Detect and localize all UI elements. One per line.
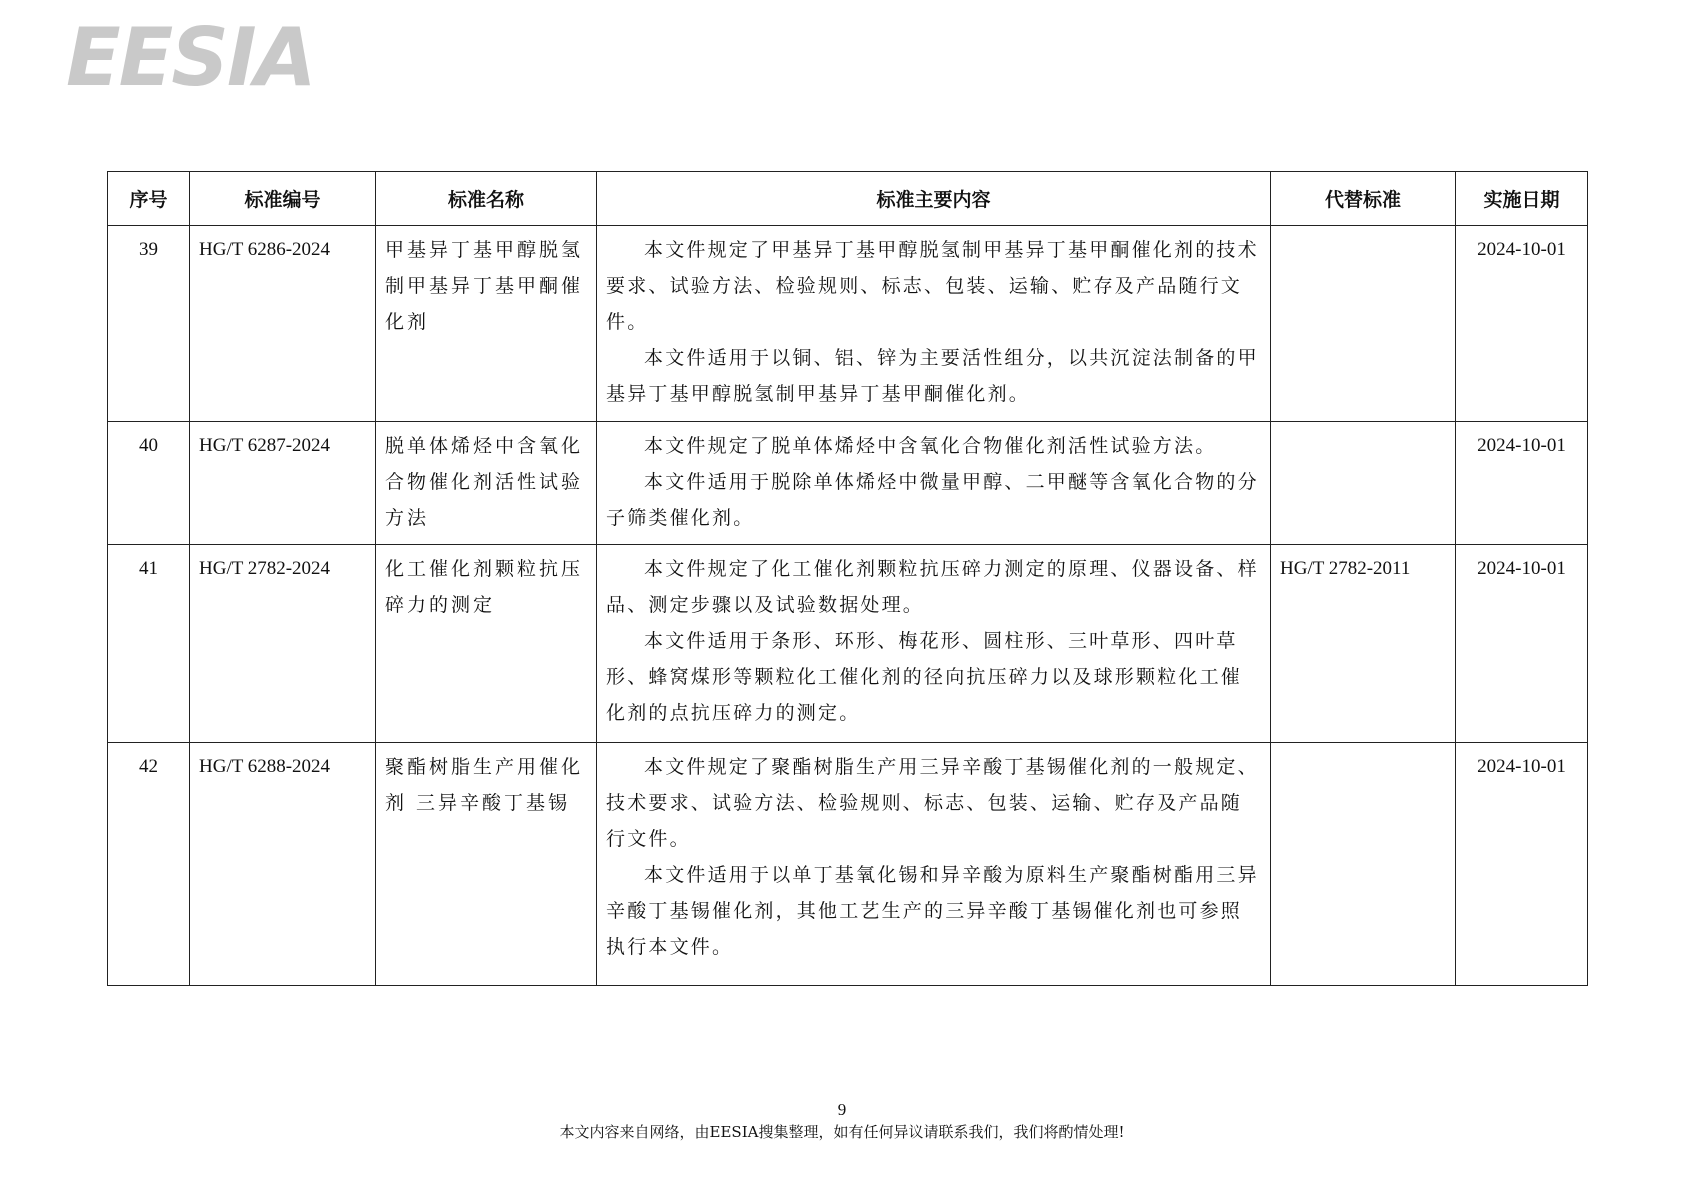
cell-main-content bbox=[597, 743, 1271, 986]
header-standard-name: 标准名称 bbox=[376, 172, 597, 226]
header-effective-date: 实施日期 bbox=[1456, 172, 1588, 226]
cell-effective-date: 2024-10-01 bbox=[1456, 226, 1588, 422]
cell-standard-name: 甲基异丁基甲醇脱氢制甲基异丁基甲酮催化剂 bbox=[376, 226, 597, 422]
cell-standard-code: HG/T 6287-2024 bbox=[190, 422, 376, 545]
header-main-content: 标准主要内容 bbox=[597, 172, 1271, 226]
page-number: 9 bbox=[837, 1100, 847, 1119]
content-paragraph: 本文件适用于以单丁基氧化锡和异辛酸为原料生产聚酯树酯用三异辛酸丁基锡催化剂，其他工艺生产的三异辛酸丁基锡催化剂也可参照执行本文件。 bbox=[606, 864, 1259, 958]
table-row bbox=[108, 743, 1588, 986]
table-row bbox=[108, 545, 1588, 743]
cell-standard-name: 脱单体烯烃中含氧化合物催化剂活性试验方法 bbox=[376, 422, 597, 545]
cell-standard-code: HG/T 2782-2024 bbox=[190, 545, 376, 743]
table-row bbox=[108, 422, 1588, 545]
cell-serial-no: 40 bbox=[108, 422, 190, 545]
cell-effective-date: 2024-10-01 bbox=[1456, 545, 1588, 743]
content-paragraph: 本文件适用于脱除单体烯烃中微量甲醇、二甲醚等含氧化合物的分子筛类催化剂。 bbox=[606, 471, 1259, 529]
header-replaced-standard: 代替标准 bbox=[1271, 172, 1456, 226]
cell-serial-no: 42 bbox=[108, 743, 190, 986]
content-paragraph: 本文件规定了脱单体烯烃中含氧化合物催化剂活性试验方法。 bbox=[644, 435, 1217, 457]
cell-standard-code: HG/T 6286-2024 bbox=[190, 226, 376, 422]
content-paragraph: 本文件适用于以铜、铝、锌为主要活性组分，以共沉淀法制备的甲基异丁基甲醇脱氢制甲基异丁基甲酮催化剂。 bbox=[606, 347, 1259, 405]
header-serial-no: 序号 bbox=[108, 172, 190, 226]
cell-standard-name: 聚酯树脂生产用催化剂 三异辛酸丁基锡 bbox=[376, 743, 597, 986]
cell-main-content bbox=[597, 422, 1271, 545]
cell-standard-code: HG/T 6288-2024 bbox=[190, 743, 376, 986]
cell-effective-date: 2024-10-01 bbox=[1456, 743, 1588, 986]
cell-serial-no: 41 bbox=[108, 545, 190, 743]
table-header-row bbox=[108, 172, 1588, 226]
eesia-logo: EESIA bbox=[66, 11, 315, 104]
content-paragraph: 本文件适用于条形、环形、梅花形、圆柱形、三叶草形、四叶草形、蜂窝煤形等颗粒化工催化剂的径向抗压碎力以及球形颗粒化工催化剂的点抗压碎力的测定。 bbox=[606, 630, 1243, 724]
cell-replaced-standard: HG/T 2782-2011 bbox=[1271, 545, 1456, 743]
cell-serial-no: 39 bbox=[108, 226, 190, 422]
standards-table bbox=[107, 171, 1588, 986]
cell-replaced-standard bbox=[1271, 743, 1456, 986]
cell-standard-name: 化工催化剂颗粒抗压碎力的测定 bbox=[376, 545, 597, 743]
footer-disclaimer: 本文内容来自网络，由EESIA搜集整理，如有任何异议请联系我们，我们将酌情处理! bbox=[559, 1123, 1125, 1141]
content-paragraph: 本文件规定了化工催化剂颗粒抗压碎力测定的原理、仪器设备、样品、测定步骤以及试验数据处理。 bbox=[606, 558, 1259, 616]
header-standard-code: 标准编号 bbox=[190, 172, 376, 226]
cell-effective-date: 2024-10-01 bbox=[1456, 422, 1588, 545]
cell-main-content bbox=[597, 226, 1271, 422]
content-paragraph: 本文件规定了甲基异丁基甲醇脱氢制甲基异丁基甲酮催化剂的技术要求、试验方法、检验规则、标志、包装、运输、贮存及产品随行文件。 bbox=[606, 239, 1259, 333]
cell-replaced-standard bbox=[1271, 422, 1456, 545]
table-row bbox=[108, 226, 1588, 422]
cell-main-content bbox=[597, 545, 1271, 743]
content-paragraph: 本文件规定了聚酯树脂生产用三异辛酸丁基锡催化剂的一般规定、技术要求、试验方法、检验规则、标志、包装、运输、贮存及产品随行文件。 bbox=[606, 756, 1259, 850]
cell-replaced-standard bbox=[1271, 226, 1456, 422]
